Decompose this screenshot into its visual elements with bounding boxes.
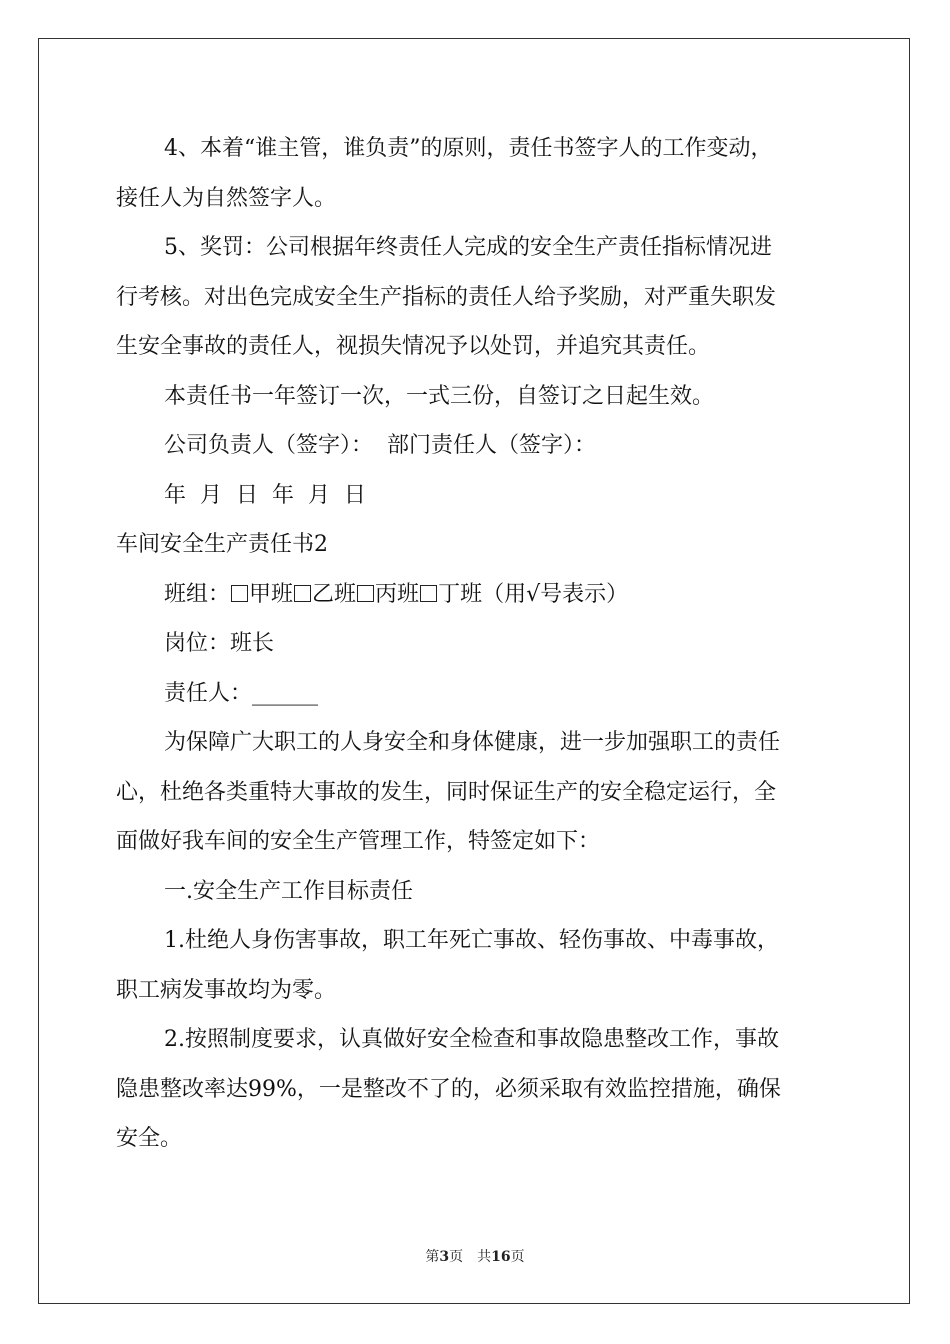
paragraph-item-1 [116,916,836,1015]
shift-option: 甲班 [249,581,294,607]
text-line: 接任人为自然签字人。 [116,185,337,211]
shift-selection-line [116,570,836,620]
page-footer [0,1246,950,1266]
text-line: 职工病发事故均为零。 [116,977,337,1003]
paragraph-4 [116,124,836,223]
document-body [116,124,836,1164]
page-total: 16 [491,1249,511,1265]
text-line: 4、本着“谁主管，谁负责”的原则，责任书签字人的工作变动， [164,136,773,161]
shift-label: 班组： [164,581,231,607]
checkbox-icon[interactable] [294,585,311,602]
text-line: 2.按照制度要求，认真做好安全检查和事故隐患整改工作，事故 [164,1027,779,1052]
paragraph-validity [116,372,836,422]
text-line: 1.杜绝人身伤害事故，职工年死亡事故、轻伤事故、中毒事故， [164,928,779,953]
text-line: 车间安全生产责任书2 [116,532,328,557]
text-line: 年 月 日 年 月 日 [164,482,366,508]
text-line: 本责任书一年签订一次，一式三份，自签订之日起生效。 [164,383,715,409]
page-prefix: 第 [425,1249,440,1265]
shift-option: 丁班 [438,581,483,607]
text-line: 为保障广大职工的人身安全和身体健康，进一步加强职工的责任 [164,730,781,755]
text-line: 一.安全生产工作目标责任 [164,878,413,904]
paragraph-signatures [116,421,836,471]
text-line: 行考核。对出色完成安全生产指标的责任人给予奖励，对严重失职发 [116,284,777,310]
checkbox-icon[interactable] [231,585,248,602]
checkbox-icon[interactable] [420,585,437,602]
text-line: 5、奖罚：公司根据年终责任人完成的安全生产责任指标情况进 [164,235,772,260]
checkbox-icon[interactable] [357,585,374,602]
total-prefix: 共 [477,1249,492,1265]
paragraph-5 [116,223,836,372]
paragraph-heading-1 [116,867,836,917]
paragraph-position [116,619,836,669]
page-unit: 页 [449,1249,464,1265]
text-line: 面做好我车间的安全生产管理工作，特签定如下： [116,829,601,854]
page-current: 3 [439,1249,450,1265]
text-line: 心，杜绝各类重特大事故的发生，同时保证生产的安全稳定运行，全 [116,779,777,805]
paragraph-purpose [116,718,836,867]
text-line: 生安全事故的责任人，视损失情况予以处罚，并追究其责任。 [116,334,711,359]
paragraph-dates [116,471,836,521]
total-unit: 页 [510,1249,525,1265]
section-title [116,520,836,570]
shift-option: 丙班 [375,581,420,607]
shift-option: 乙班 [312,581,357,607]
text-line: 岗位：班长 [164,631,275,656]
paragraph-item-2 [116,1015,836,1164]
text-line: 责任人：______ [164,680,319,706]
paragraph-responsible [116,669,836,719]
text-line: 公司负责人（签字）： 部门责任人（签字）： [164,433,596,458]
text-line: 隐患整改率达99%，一是整改不了的，必须采取有效监控措施，确保 [116,1076,781,1102]
shift-note: （用√号表示） [482,581,629,607]
text-line: 安全。 [116,1126,183,1151]
